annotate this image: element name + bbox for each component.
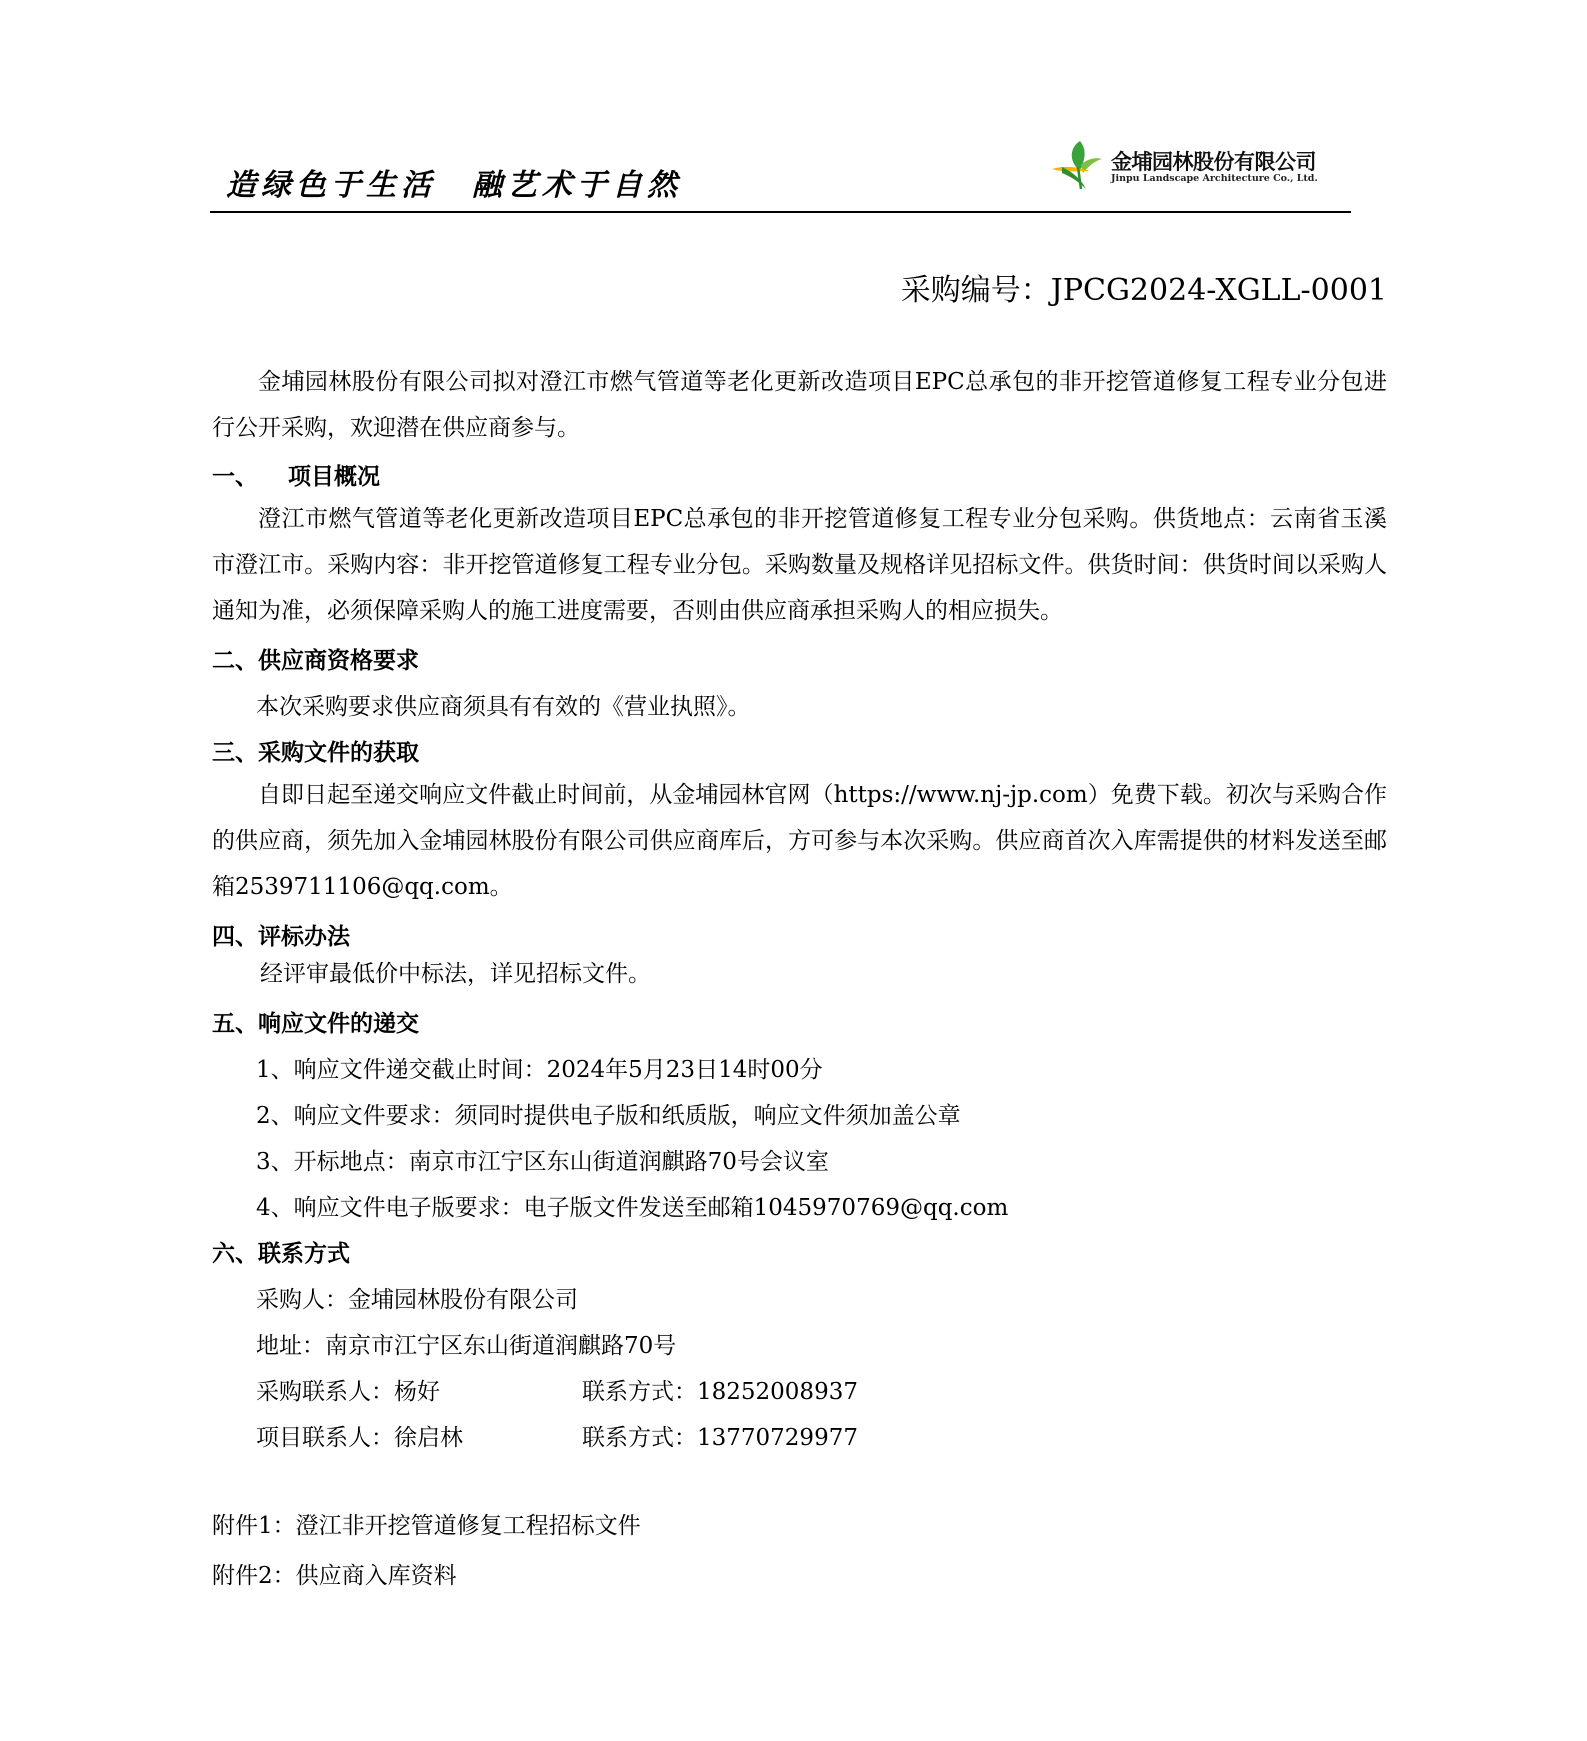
section-2-heading: 二、供应商资格要求 [212, 647, 419, 674]
section-1-title: 项目概况 [288, 463, 380, 490]
section-1-heading [212, 458, 380, 491]
slogan-part-1: 造绿色于生活 [226, 168, 436, 203]
procurement-number: 采购编号：JPCG2024-XGLL-0001 [900, 273, 1387, 308]
intro-paragraph: 金埔园林股份有限公司拟对澄江市燃气管道等老化更新改造项目EPC总承包的非开挖管道修复工程专业分包进行公开采购，欢迎潜在供应商参与。 [212, 369, 1387, 441]
address-line: 地址：南京市江宁区东山街道润麒路70号 [256, 1333, 677, 1359]
section-4-heading: 四、评标办法 [212, 923, 350, 950]
attachment-2: 附件2：供应商入库资料 [212, 1563, 457, 1589]
logo-company-name-en: Jinpu Landscape Architecture Co., Ltd. [1111, 173, 1318, 184]
header-slogan [226, 160, 682, 204]
section-1-body: 澄江市燃气管道等老化更新改造项目EPC总承包的非开挖管道修复工程专业分包采购。供货地点：云南省玉溪市澄江市。采购内容：非开挖管道修复工程专业分包。采购数量及规格详见招标文件。供货时间：供货时间以采购人通知为准，必须保障采购人的施工进度需要，否则由供应商承担采购人的相应损失。 [212, 506, 1387, 624]
contact-2-person: 项目联系人：徐启林 [256, 1425, 463, 1451]
section-2-body: 本次采购要求供应商须具有有效的《营业执照》。 [256, 694, 751, 720]
slogan-part-2: 融艺术于自然 [472, 168, 682, 203]
contact-2-phone: 联系方式：13770729977 [582, 1425, 858, 1451]
section-6-heading: 六、联系方式 [212, 1240, 350, 1267]
contact-row-2 [256, 1419, 858, 1452]
leaf-logo-icon [1050, 137, 1108, 192]
section-4-body: 经评审最低价中标法，详见招标文件。 [260, 961, 651, 987]
contact-1-person: 采购联系人：杨好 [256, 1379, 440, 1405]
company-logo [1050, 137, 1330, 197]
section-3-body: 自即日起至递交响应文件截止时间前，从金埔园林官网（https://www.nj-jp.com）免费下载。初次与采购合作的供应商，须先加入金埔园林股份有限公司供应商库后，方可参与本次采购。供应商首次入库需提供的材料发送至邮箱2539711106@qq.com。 [212, 782, 1387, 900]
contact-1-phone: 联系方式：18252008937 [582, 1379, 858, 1405]
section-3-heading: 三、采购文件的获取 [212, 739, 419, 766]
attachment-1: 附件1：澄江非开挖管道修复工程招标文件 [212, 1513, 641, 1539]
section-5-item: 1、响应文件递交截止时间：2024年5月23日14时00分 [256, 1057, 823, 1083]
section-1-number: 一、 [212, 463, 258, 490]
section-5-item: 2、响应文件要求：须同时提供电子版和纸质版，响应文件须加盖公章 [256, 1103, 961, 1129]
contact-row-1 [256, 1373, 858, 1406]
purchaser-line: 采购人：金埔园林股份有限公司 [256, 1287, 578, 1313]
section-5-item: 3、开标地点：南京市江宁区东山街道润麒路70号会议室 [256, 1149, 829, 1175]
section-5-heading: 五、响应文件的递交 [212, 1010, 419, 1037]
logo-company-name-cn: 金埔园林股份有限公司 [1111, 150, 1316, 174]
section-5-item: 4、响应文件电子版要求：电子版文件发送至邮箱1045970769@qq.com [256, 1195, 1009, 1221]
header-divider [210, 211, 1351, 213]
